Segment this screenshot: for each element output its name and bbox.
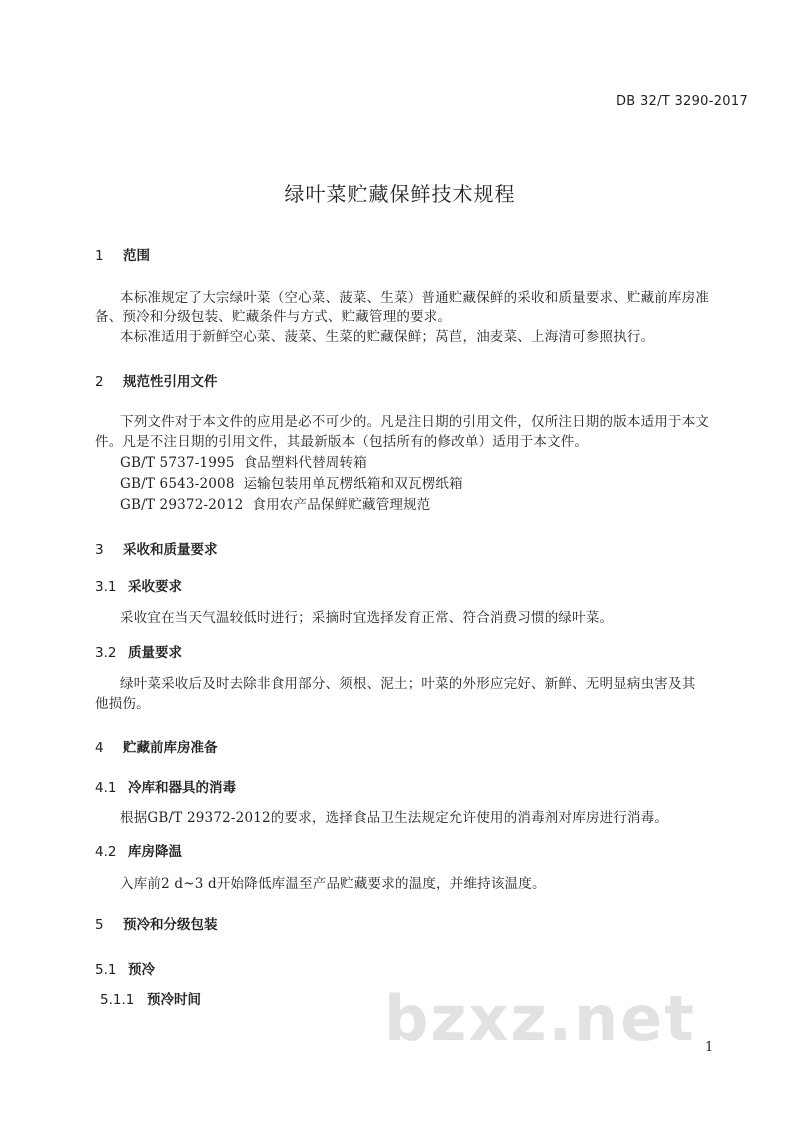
- section-title: 预冷时间: [147, 992, 201, 1008]
- section-number: 3: [95, 542, 104, 558]
- reference-code: GB/T 5737-1995: [120, 455, 235, 471]
- section-title: 规范性引用文件: [123, 374, 218, 390]
- watermark: bzxz.net: [384, 982, 696, 1055]
- reference-item: [120, 472, 463, 492]
- section-number: 5.1: [95, 962, 117, 978]
- section-heading-3-1: [95, 575, 182, 595]
- section-title: 贮藏前库房准备: [123, 740, 218, 756]
- paragraph-scope-line1: 本标准规定了大宗绿叶菜（空心菜、菠菜、生菜）普通贮藏保鲜的采收和质量要求、贮藏前库房准: [120, 290, 710, 306]
- paragraph-cooling: 入库前2 d~3 d开始降低库温至产品贮藏要求的温度，并维持该温度。: [120, 876, 546, 892]
- section-number: 4.2: [95, 844, 117, 860]
- paragraph-quality-line2: 他损伤。: [95, 696, 150, 712]
- section-number: 3.1: [95, 579, 117, 595]
- paragraph-scope-applicability: 本标准适用于新鲜空心菜、菠菜、生菜的贮藏保鲜；莴苣，油麦菜、上海清可参照执行。: [120, 329, 655, 345]
- reference-name: 食品塑料代替周转箱: [243, 455, 367, 471]
- section-number: 5: [95, 917, 104, 933]
- section-number: 3.2: [95, 645, 117, 661]
- section-number: 5.1.1: [100, 992, 135, 1008]
- section-number: 4: [95, 740, 104, 756]
- reference-code: GB/T 6543-2008: [120, 476, 235, 492]
- section-title: 预冷和分级包装: [123, 917, 218, 933]
- section-heading-4: [95, 736, 218, 756]
- reference-name: 食用农产品保鲜贮藏管理规范: [252, 497, 431, 513]
- paragraph-scope-line2: 备、预冷和分级包装、贮藏条件与方式、贮藏管理的要求。: [95, 309, 452, 325]
- section-title: 采收要求: [128, 579, 182, 595]
- paragraph-quality-line1: 绿叶菜采收后及时去除非食用部分、须根、泥土；叶菜的外形应完好、新鲜、无明显病虫害及其: [120, 676, 696, 692]
- section-number: 2: [95, 374, 104, 390]
- section-title: 采收和质量要求: [123, 542, 218, 558]
- section-title: 预冷: [128, 962, 155, 978]
- paragraph-disinfect: 根据GB/T 29372-2012的要求，选择食品卫生法规定允许使用的消毒剂对库房进行消毒。: [120, 810, 669, 826]
- reference-item: [120, 451, 367, 471]
- section-heading-5-1: [95, 958, 155, 978]
- document-title: 绿叶菜贮藏保鲜技术规程: [284, 182, 516, 206]
- paragraph-refs-line2: 件。凡是不注日期的引用文件，其最新版本（包括所有的修改单）适用于本文件。: [95, 434, 589, 450]
- section-title: 冷库和器具的消毒: [128, 780, 236, 796]
- page-number: 1: [705, 1040, 714, 1055]
- section-heading-5-1-1: [100, 988, 201, 1008]
- section-title: 库房降温: [128, 844, 182, 860]
- section-heading-3: [95, 538, 218, 558]
- reference-item: [120, 493, 431, 513]
- section-heading-4-1: [95, 776, 236, 796]
- section-number: 1: [95, 248, 104, 264]
- section-heading-5: [95, 913, 218, 933]
- section-heading-1: [95, 244, 150, 264]
- reference-code: GB/T 29372-2012: [120, 497, 244, 513]
- section-number: 4.1: [95, 780, 117, 796]
- standard-code: DB 32/T 3290-2017: [616, 94, 749, 109]
- section-heading-3-2: [95, 641, 182, 661]
- section-heading-4-2: [95, 840, 182, 860]
- reference-name: 运输包装用单瓦楞纸箱和双瓦楞纸箱: [243, 476, 463, 492]
- section-heading-2: [95, 370, 218, 390]
- section-title: 范围: [123, 248, 150, 264]
- section-title: 质量要求: [128, 645, 182, 661]
- paragraph-refs-line1: 下列文件对于本文件的应用是必不可少的。凡是注日期的引用文件，仅所注日期的版本适用于本文: [120, 414, 710, 430]
- paragraph-harvest: 采收宜在当天气温较低时进行；采摘时宜选择发育正常、符合消费习惯的绿叶菜。: [120, 610, 614, 626]
